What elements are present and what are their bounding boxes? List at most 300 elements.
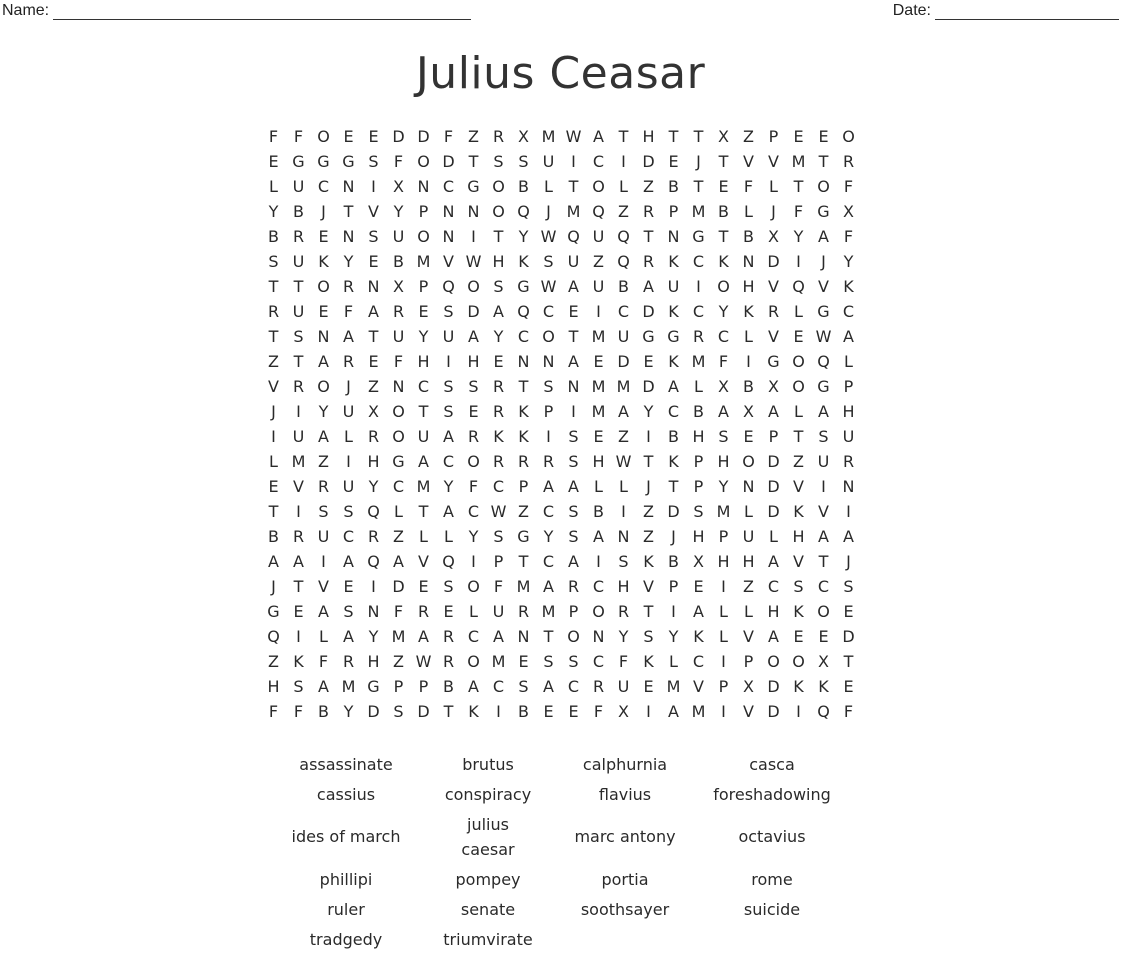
grid-letter: I xyxy=(796,702,801,721)
grid-letter: U xyxy=(392,327,405,346)
grid-letter: I xyxy=(696,277,701,296)
grid-letter: B xyxy=(268,527,279,546)
grid-letter: D xyxy=(467,302,480,321)
grid-letter: O xyxy=(842,127,855,146)
grid-letter: Z xyxy=(518,502,529,521)
grid-letter: X xyxy=(718,127,729,146)
grid-letter: T xyxy=(793,177,804,196)
grid-letter: S xyxy=(293,677,304,696)
grid-letter: D xyxy=(392,577,405,596)
grid-row xyxy=(261,524,861,549)
word-bank-item xyxy=(554,749,696,779)
grid-letter: R xyxy=(542,452,555,471)
grid-letter: X xyxy=(618,702,629,721)
grid-letter: B xyxy=(668,552,679,571)
grid-letter: Y xyxy=(318,402,329,421)
grid-letter: L xyxy=(669,652,678,671)
word-bank xyxy=(270,749,850,954)
grid-letter: O xyxy=(467,452,480,471)
grid-letter: G xyxy=(367,677,380,696)
grid-letter: T xyxy=(518,552,529,571)
grid-letter: A xyxy=(343,327,354,346)
grid-row xyxy=(261,599,861,624)
grid-letter: F xyxy=(268,127,279,146)
grid-letter: I xyxy=(371,177,376,196)
grid-letter: L xyxy=(794,302,803,321)
word-text: flavius xyxy=(598,784,652,804)
grid-row xyxy=(261,699,861,724)
word-text: brutus xyxy=(462,754,514,774)
grid-letter: P xyxy=(768,127,779,146)
grid-letter: D xyxy=(642,377,655,396)
grid-letter: M xyxy=(541,602,556,621)
grid-letter: Y xyxy=(418,327,429,346)
grid-letter: H xyxy=(717,552,730,571)
grid-letter: X xyxy=(743,402,754,421)
grid-letter: I xyxy=(571,152,576,171)
grid-letter: Y xyxy=(718,477,729,496)
grid-letter: I xyxy=(646,427,651,446)
grid-letter: A xyxy=(543,577,554,596)
grid-row xyxy=(261,149,861,174)
grid-row xyxy=(261,374,861,399)
grid-letter: E xyxy=(643,352,654,371)
grid-letter: R xyxy=(367,427,380,446)
word-text: portia xyxy=(601,869,649,889)
grid-letter: P xyxy=(718,527,729,546)
grid-letter: K xyxy=(518,402,529,421)
grid-letter: C xyxy=(567,677,580,696)
grid-letter: T xyxy=(293,277,304,296)
grid-letter: R xyxy=(417,602,430,621)
grid-letter: M xyxy=(591,377,606,396)
grid-letter: T xyxy=(818,552,829,571)
grid-letter: U xyxy=(617,677,630,696)
grid-letter: F xyxy=(393,152,404,171)
grid-letter: V xyxy=(318,577,329,596)
grid-letter: S xyxy=(368,227,379,246)
grid-letter: T xyxy=(818,152,829,171)
grid-letter: F xyxy=(443,127,454,146)
grid-letter: F xyxy=(468,477,479,496)
grid-letter: A xyxy=(318,677,329,696)
grid-letter: Z xyxy=(643,502,654,521)
grid-letter: T xyxy=(543,627,554,646)
grid-letter: D xyxy=(367,702,380,721)
grid-letter: V xyxy=(743,152,754,171)
grid-letter: U xyxy=(292,177,305,196)
grid-letter: E xyxy=(493,352,504,371)
grid-letter: E xyxy=(368,352,379,371)
grid-letter: K xyxy=(668,352,679,371)
grid-letter: B xyxy=(518,702,529,721)
grid-letter: T xyxy=(268,502,279,521)
grid-letter: E xyxy=(568,702,579,721)
grid-letter: R xyxy=(467,427,480,446)
grid-letter: L xyxy=(269,452,278,471)
grid-letter: Y xyxy=(268,202,279,221)
grid-letter: H xyxy=(692,527,705,546)
grid-letter: N xyxy=(567,377,580,396)
grid-letter: O xyxy=(567,627,580,646)
grid-letter: O xyxy=(492,202,505,221)
grid-letter: U xyxy=(292,427,305,446)
grid-letter: E xyxy=(793,127,804,146)
grid-letter: T xyxy=(293,577,304,596)
grid-letter: Y xyxy=(468,527,479,546)
grid-letter: J xyxy=(671,527,676,546)
grid-letter: S xyxy=(693,502,704,521)
grid-letter: Z xyxy=(468,127,479,146)
grid-letter: P xyxy=(768,427,779,446)
grid-letter: O xyxy=(392,402,405,421)
word-bank-item xyxy=(270,749,422,779)
grid-letter: H xyxy=(742,552,755,571)
grid-letter: Z xyxy=(743,577,754,596)
grid-letter: U xyxy=(342,477,355,496)
grid-letter: B xyxy=(268,227,279,246)
grid-letter: M xyxy=(666,677,681,696)
grid-letter: X xyxy=(718,377,729,396)
grid-letter: Y xyxy=(368,627,379,646)
word-bank-item xyxy=(422,864,554,894)
grid-letter: A xyxy=(568,352,579,371)
grid-letter: H xyxy=(842,402,855,421)
grid-letter: E xyxy=(693,577,704,596)
word-text: foreshadowing xyxy=(713,784,831,804)
grid-letter: I xyxy=(471,227,476,246)
grid-letter: A xyxy=(468,677,479,696)
grid-letter: A xyxy=(368,302,379,321)
grid-letter: V xyxy=(268,377,279,396)
grid-letter: P xyxy=(568,602,579,621)
word-text: ruler xyxy=(327,899,365,919)
grid-letter: A xyxy=(818,227,829,246)
grid-letter: P xyxy=(393,677,404,696)
grid-letter: T xyxy=(418,502,429,521)
grid-letter: U xyxy=(567,252,580,271)
grid-letter: L xyxy=(744,327,753,346)
grid-letter: F xyxy=(793,202,804,221)
grid-letter: X xyxy=(393,177,404,196)
grid-letter: D xyxy=(667,502,680,521)
grid-letter: N xyxy=(367,602,380,621)
grid-letter: M xyxy=(616,377,631,396)
grid-letter: I xyxy=(721,702,726,721)
grid-letter: K xyxy=(293,652,304,671)
grid-letter: E xyxy=(568,302,579,321)
name-blank-line xyxy=(53,5,471,20)
grid-letter: T xyxy=(568,327,579,346)
grid-letter: E xyxy=(668,152,679,171)
grid-letter: Q xyxy=(442,552,455,571)
grid-letter: K xyxy=(743,302,754,321)
grid-letter: W xyxy=(815,327,832,346)
grid-letter: Y xyxy=(718,302,729,321)
grid-letter: O xyxy=(467,277,480,296)
grid-letter: R xyxy=(492,452,505,471)
grid-letter: M xyxy=(416,477,431,496)
grid-letter: T xyxy=(693,177,704,196)
grid-letter: I xyxy=(571,402,576,421)
grid-letter: E xyxy=(843,602,854,621)
grid-letter: A xyxy=(668,702,679,721)
grid-letter: K xyxy=(793,502,804,521)
grid-letter: A xyxy=(343,627,354,646)
grid-letter: P xyxy=(718,677,729,696)
grid-letter: O xyxy=(592,602,605,621)
grid-letter: T xyxy=(293,352,304,371)
grid-letter: V xyxy=(768,152,779,171)
grid-letter: P xyxy=(668,577,679,596)
grid-letter: T xyxy=(493,227,504,246)
grid-letter: R xyxy=(842,152,855,171)
grid-letter: G xyxy=(692,227,705,246)
grid-letter: A xyxy=(843,527,854,546)
grid-letter: A xyxy=(768,402,779,421)
grid-letter: N xyxy=(342,227,355,246)
grid-letter: G xyxy=(767,352,780,371)
word-bank-item xyxy=(554,894,696,924)
grid-letter: J xyxy=(346,377,351,396)
word-bank-item xyxy=(422,749,554,779)
grid-letter: B xyxy=(668,177,679,196)
grid-letter: I xyxy=(296,502,301,521)
grid-letter: J xyxy=(771,202,776,221)
word-bank-item xyxy=(554,809,696,864)
grid-letter: E xyxy=(643,677,654,696)
grid-letter: C xyxy=(392,477,405,496)
word-bank-item xyxy=(696,779,848,809)
grid-letter: R xyxy=(492,377,505,396)
grid-letter: A xyxy=(443,502,454,521)
grid-letter: S xyxy=(643,627,654,646)
grid-letter: E xyxy=(343,577,354,596)
grid-letter: F xyxy=(843,227,854,246)
grid-letter: K xyxy=(818,677,829,696)
grid-letter: N xyxy=(542,352,555,371)
grid-letter: X xyxy=(818,652,829,671)
grid-letter: N xyxy=(442,202,455,221)
grid-letter: O xyxy=(592,177,605,196)
grid-letter: J xyxy=(321,202,326,221)
grid-letter: L xyxy=(769,177,778,196)
grid-letter: R xyxy=(642,202,655,221)
grid-letter: N xyxy=(617,527,630,546)
grid-letter: Q xyxy=(617,227,630,246)
grid-letter: S xyxy=(843,577,854,596)
grid-row xyxy=(261,199,861,224)
grid-letter: S xyxy=(443,302,454,321)
grid-letter: A xyxy=(568,552,579,571)
grid-row xyxy=(261,174,861,199)
word-text: triumvirate xyxy=(443,929,533,949)
grid-letter: P xyxy=(418,202,429,221)
grid-letter: I xyxy=(446,352,451,371)
grid-letter: O xyxy=(792,352,805,371)
grid-letter: E xyxy=(818,127,829,146)
grid-letter: N xyxy=(467,202,480,221)
grid-letter: O xyxy=(392,427,405,446)
grid-letter: I xyxy=(846,502,851,521)
grid-letter: K xyxy=(693,627,704,646)
grid-letter: T xyxy=(643,452,654,471)
word-text: julius xyxy=(467,814,509,834)
grid-letter: A xyxy=(568,477,579,496)
grid-letter: L xyxy=(544,177,553,196)
grid-letter: E xyxy=(293,602,304,621)
grid-letter: H xyxy=(792,527,805,546)
grid-letter: Y xyxy=(343,702,354,721)
grid-letter: L xyxy=(769,527,778,546)
grid-letter: A xyxy=(393,552,404,571)
grid-letter: H xyxy=(767,602,780,621)
grid-letter: I xyxy=(746,352,751,371)
grid-letter: K xyxy=(518,252,529,271)
grid-letter: S xyxy=(543,377,554,396)
grid-letter: M xyxy=(416,252,431,271)
grid-letter: G xyxy=(642,327,655,346)
grid-letter: S xyxy=(393,702,404,721)
grid-letter: B xyxy=(618,277,629,296)
grid-letter: S xyxy=(368,152,379,171)
grid-letter: K xyxy=(643,652,654,671)
word-text: casca xyxy=(749,754,795,774)
grid-letter: Y xyxy=(618,627,629,646)
grid-letter: S xyxy=(343,502,354,521)
grid-letter: L xyxy=(319,627,328,646)
grid-letter: R xyxy=(492,127,505,146)
grid-letter: E xyxy=(718,177,729,196)
grid-letter: G xyxy=(267,602,280,621)
grid-letter: I xyxy=(596,302,601,321)
grid-letter: A xyxy=(593,527,604,546)
grid-letter: F xyxy=(718,352,729,371)
grid-letter: R xyxy=(592,677,605,696)
grid-letter: M xyxy=(341,677,356,696)
word-bank-item xyxy=(696,894,848,924)
grid-letter: Q xyxy=(617,252,630,271)
grid-letter: Q xyxy=(367,502,380,521)
grid-letter: Z xyxy=(393,652,404,671)
grid-row xyxy=(261,424,861,449)
grid-letter: L xyxy=(444,527,453,546)
grid-letter: L xyxy=(344,427,353,446)
grid-letter: Q xyxy=(817,352,830,371)
grid-letter: A xyxy=(668,377,679,396)
grid-letter: R xyxy=(442,627,455,646)
grid-letter: L xyxy=(469,602,478,621)
grid-letter: N xyxy=(742,252,755,271)
grid-letter: E xyxy=(443,602,454,621)
grid-letter: Z xyxy=(318,452,329,471)
grid-letter: R xyxy=(442,652,455,671)
grid-letter: B xyxy=(393,252,404,271)
grid-letter: S xyxy=(493,277,504,296)
grid-letter: Z xyxy=(393,527,404,546)
grid-letter: T xyxy=(443,702,454,721)
puzzle-title: Julius Ceasar xyxy=(415,48,706,99)
grid-letter: R xyxy=(617,602,630,621)
grid-letter: T xyxy=(568,177,579,196)
grid-letter: C xyxy=(817,577,830,596)
grid-letter: B xyxy=(743,227,754,246)
grid-letter: V xyxy=(293,477,304,496)
grid-letter: P xyxy=(418,277,429,296)
grid-letter: T xyxy=(518,377,529,396)
grid-letter: I xyxy=(671,602,676,621)
grid-letter: A xyxy=(418,452,429,471)
grid-letter: E xyxy=(418,577,429,596)
grid-letter: S xyxy=(818,427,829,446)
grid-letter: F xyxy=(743,177,754,196)
grid-letter: Z xyxy=(618,202,629,221)
grid-letter: A xyxy=(643,277,654,296)
grid-letter: I xyxy=(621,502,626,521)
word-text: rome xyxy=(751,869,793,889)
name-label: Name: xyxy=(2,2,50,19)
grid-letter: T xyxy=(668,127,679,146)
grid-letter: L xyxy=(619,177,628,196)
grid-row xyxy=(261,649,861,674)
grid-letter: C xyxy=(467,627,480,646)
grid-letter: S xyxy=(568,502,579,521)
grid-letter: Q xyxy=(267,627,280,646)
grid-letter: A xyxy=(768,627,779,646)
grid-letter: R xyxy=(342,277,355,296)
grid-letter: A xyxy=(443,427,454,446)
grid-letter: A xyxy=(493,627,504,646)
grid-letter: M xyxy=(391,627,406,646)
letter-grid xyxy=(261,124,861,724)
grid-letter: E xyxy=(843,677,854,696)
grid-letter: Q xyxy=(442,277,455,296)
grid-letter: W xyxy=(615,452,632,471)
grid-letter: D xyxy=(842,627,855,646)
grid-letter: V xyxy=(643,577,654,596)
grid-letter: S xyxy=(568,652,579,671)
grid-letter: O xyxy=(817,602,830,621)
grid-letter: P xyxy=(518,477,529,496)
grid-letter: E xyxy=(368,127,379,146)
grid-letter: X xyxy=(518,127,529,146)
grid-letter: G xyxy=(292,152,305,171)
grid-letter: I xyxy=(471,552,476,571)
grid-letter: Y xyxy=(518,227,529,246)
grid-letter: G xyxy=(817,202,830,221)
grid-letter: E xyxy=(743,427,754,446)
grid-letter: R xyxy=(267,302,280,321)
grid-letter: Z xyxy=(268,652,279,671)
grid-letter: D xyxy=(767,502,780,521)
grid-letter: Q xyxy=(817,702,830,721)
grid-row xyxy=(261,474,861,499)
grid-letter: I xyxy=(621,152,626,171)
grid-letter: I xyxy=(496,702,501,721)
grid-letter: C xyxy=(492,477,505,496)
grid-letter: C xyxy=(842,302,855,321)
grid-letter: O xyxy=(317,277,330,296)
grid-letter: C xyxy=(417,377,430,396)
grid-letter: O xyxy=(792,377,805,396)
grid-letter: M xyxy=(491,652,506,671)
date-blank-line xyxy=(935,5,1119,20)
grid-letter: S xyxy=(318,502,329,521)
grid-letter: S xyxy=(568,452,579,471)
grid-letter: G xyxy=(517,277,530,296)
grid-letter: R xyxy=(517,602,530,621)
grid-letter: S xyxy=(493,527,504,546)
